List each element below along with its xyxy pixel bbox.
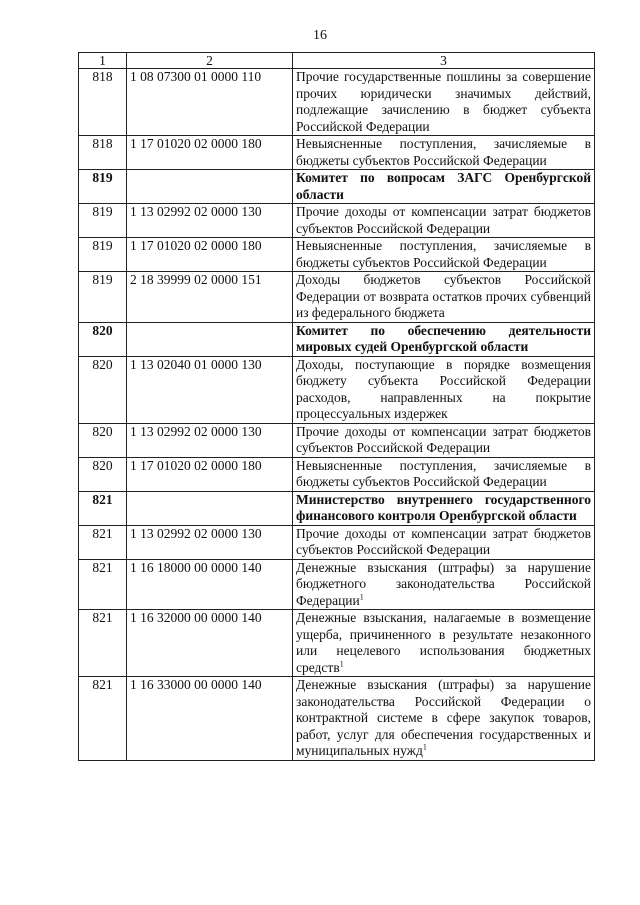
revenue-code-cell: 1 17 01020 02 0000 180 — [127, 457, 293, 491]
revenue-name-cell — [293, 491, 595, 525]
revenue-code-cell: 1 17 01020 02 0000 180 — [127, 136, 293, 170]
revenue-name-text: Доходы, поступающие в порядке возмещения бюджету субъекта Российской Федерации расходов, направленных на покрытие процессуальных издержек — [296, 356, 591, 421]
admin-code-cell: 819 — [79, 204, 127, 238]
revenue-code-cell: 1 16 32000 00 0000 140 — [127, 610, 293, 677]
admin-code-cell: 820 — [79, 423, 127, 457]
revenue-classification-table — [78, 52, 595, 761]
revenue-name-cell — [293, 170, 595, 204]
column-header-admin: 1 — [79, 53, 127, 69]
revenue-code-cell: 1 16 33000 00 0000 140 — [127, 677, 293, 761]
revenue-code-cell: 1 08 07300 01 0000 110 — [127, 69, 293, 136]
admin-code-cell: 820 — [79, 457, 127, 491]
admin-code-cell: 821 — [79, 610, 127, 677]
revenue-name-cell — [293, 238, 595, 272]
page-number: 16 — [313, 28, 327, 43]
footnote-marker: 1 — [422, 742, 427, 752]
revenue-name-text: Невыясненные поступления, зачисляемые в бюджеты субъектов Российской Федерации — [296, 136, 591, 168]
table-row — [79, 136, 595, 170]
table-section-row — [79, 322, 595, 356]
revenue-code-cell: 1 13 02992 02 0000 130 — [127, 204, 293, 238]
footnote-marker: 1 — [339, 659, 344, 668]
revenue-name-cell — [293, 272, 595, 323]
revenue-name-cell — [293, 423, 595, 457]
revenue-name-cell — [293, 69, 595, 136]
revenue-name-cell — [293, 677, 595, 761]
column-header-code: 2 — [127, 53, 293, 69]
admin-code-cell: 818 — [79, 136, 127, 170]
revenue-name-text: Министерство внутреннего государственного финансового контроля Оренбургской области — [296, 491, 591, 523]
admin-code-cell: 821 — [79, 677, 127, 761]
revenue-code-cell: 1 17 01020 02 0000 180 — [127, 238, 293, 272]
revenue-name-text: Прочие доходы от компенсации затрат бюджетов субъектов Российской Федерации — [296, 204, 591, 236]
revenue-code-cell: 1 13 02992 02 0000 130 — [127, 525, 293, 559]
revenue-code-cell — [127, 322, 293, 356]
revenue-code-cell — [127, 491, 293, 525]
revenue-name-cell — [293, 136, 595, 170]
revenue-name-cell — [293, 610, 595, 677]
admin-code-cell: 819 — [79, 272, 127, 323]
admin-code-cell: 821 — [79, 559, 127, 610]
revenue-code-cell: 1 16 18000 00 0000 140 — [127, 559, 293, 610]
revenue-name-text: Невыясненные поступления, зачисляемые в бюджеты субъектов Российской Федерации — [296, 457, 591, 489]
table-section-row — [79, 491, 595, 525]
table-row — [79, 356, 595, 423]
revenue-name-text: Комитет по вопросам ЗАГС Оренбургской области — [296, 170, 591, 202]
table-row — [79, 457, 595, 491]
column-header-name: 3 — [293, 53, 595, 69]
revenue-name-cell — [293, 204, 595, 238]
revenue-name-text: Прочие доходы от компенсации затрат бюджетов субъектов Российской Федерации — [296, 423, 591, 455]
revenue-name-text: Денежные взыскания (штрафы) за нарушение бюджетного законодательства Российской Федерации — [296, 559, 591, 608]
revenue-code-cell — [127, 170, 293, 204]
revenue-name-text: Комитет по обеспечению деятельности мировых судей Оренбургской области — [296, 322, 591, 354]
revenue-code-cell: 2 18 39999 02 0000 151 — [127, 272, 293, 323]
table-row — [79, 525, 595, 559]
revenue-name-text: Невыясненные поступления, зачисляемые в бюджеты субъектов Российской Федерации — [296, 238, 591, 270]
revenue-name-cell — [293, 322, 595, 356]
revenue-name-text: Денежные взыскания, налагаемые в возмещение ущерба, причиненного в результате незаконного или нецелевого использования бюджетных средств — [296, 610, 591, 675]
table-row — [79, 204, 595, 238]
table-row — [79, 423, 595, 457]
table-row — [79, 677, 595, 761]
table-header-row — [79, 53, 595, 69]
revenue-name-text: Прочие доходы от компенсации затрат бюджетов субъектов Российской Федерации — [296, 525, 591, 557]
admin-code-cell: 819 — [79, 170, 127, 204]
revenue-code-cell: 1 13 02040 01 0000 130 — [127, 356, 293, 423]
revenue-name-cell — [293, 457, 595, 491]
revenue-name-text: Доходы бюджетов субъектов Российской Федерации от возврата остатков прочих субвенций из федерального бюджета — [296, 272, 591, 320]
table-section-row — [79, 170, 595, 204]
revenue-name-cell — [293, 525, 595, 559]
table-row — [79, 272, 595, 323]
revenue-name-text: Денежные взыскания (штрафы) за нарушение законодательства Российской Федерации о контрактной системе в сфере закупок товаров, работ, услуг для обеспечения государственных и муниципальных нужд — [296, 677, 591, 758]
footnote-marker: 1 — [359, 592, 364, 601]
admin-code-cell: 819 — [79, 238, 127, 272]
table-row — [79, 238, 595, 272]
admin-code-cell: 820 — [79, 322, 127, 356]
admin-code-cell: 821 — [79, 525, 127, 559]
table-row — [79, 610, 595, 677]
table-row — [79, 69, 595, 136]
admin-code-cell: 818 — [79, 69, 127, 136]
table-row — [79, 559, 595, 610]
admin-code-cell: 820 — [79, 356, 127, 423]
revenue-name-cell — [293, 356, 595, 423]
revenue-code-cell: 1 13 02992 02 0000 130 — [127, 423, 293, 457]
revenue-name-cell — [293, 559, 595, 610]
revenue-name-text: Прочие государственные пошлины за совершение прочих юридически значимых действий, подлежащие зачислению в бюджет субъекта Российской Федерации — [296, 69, 591, 134]
admin-code-cell: 821 — [79, 491, 127, 525]
